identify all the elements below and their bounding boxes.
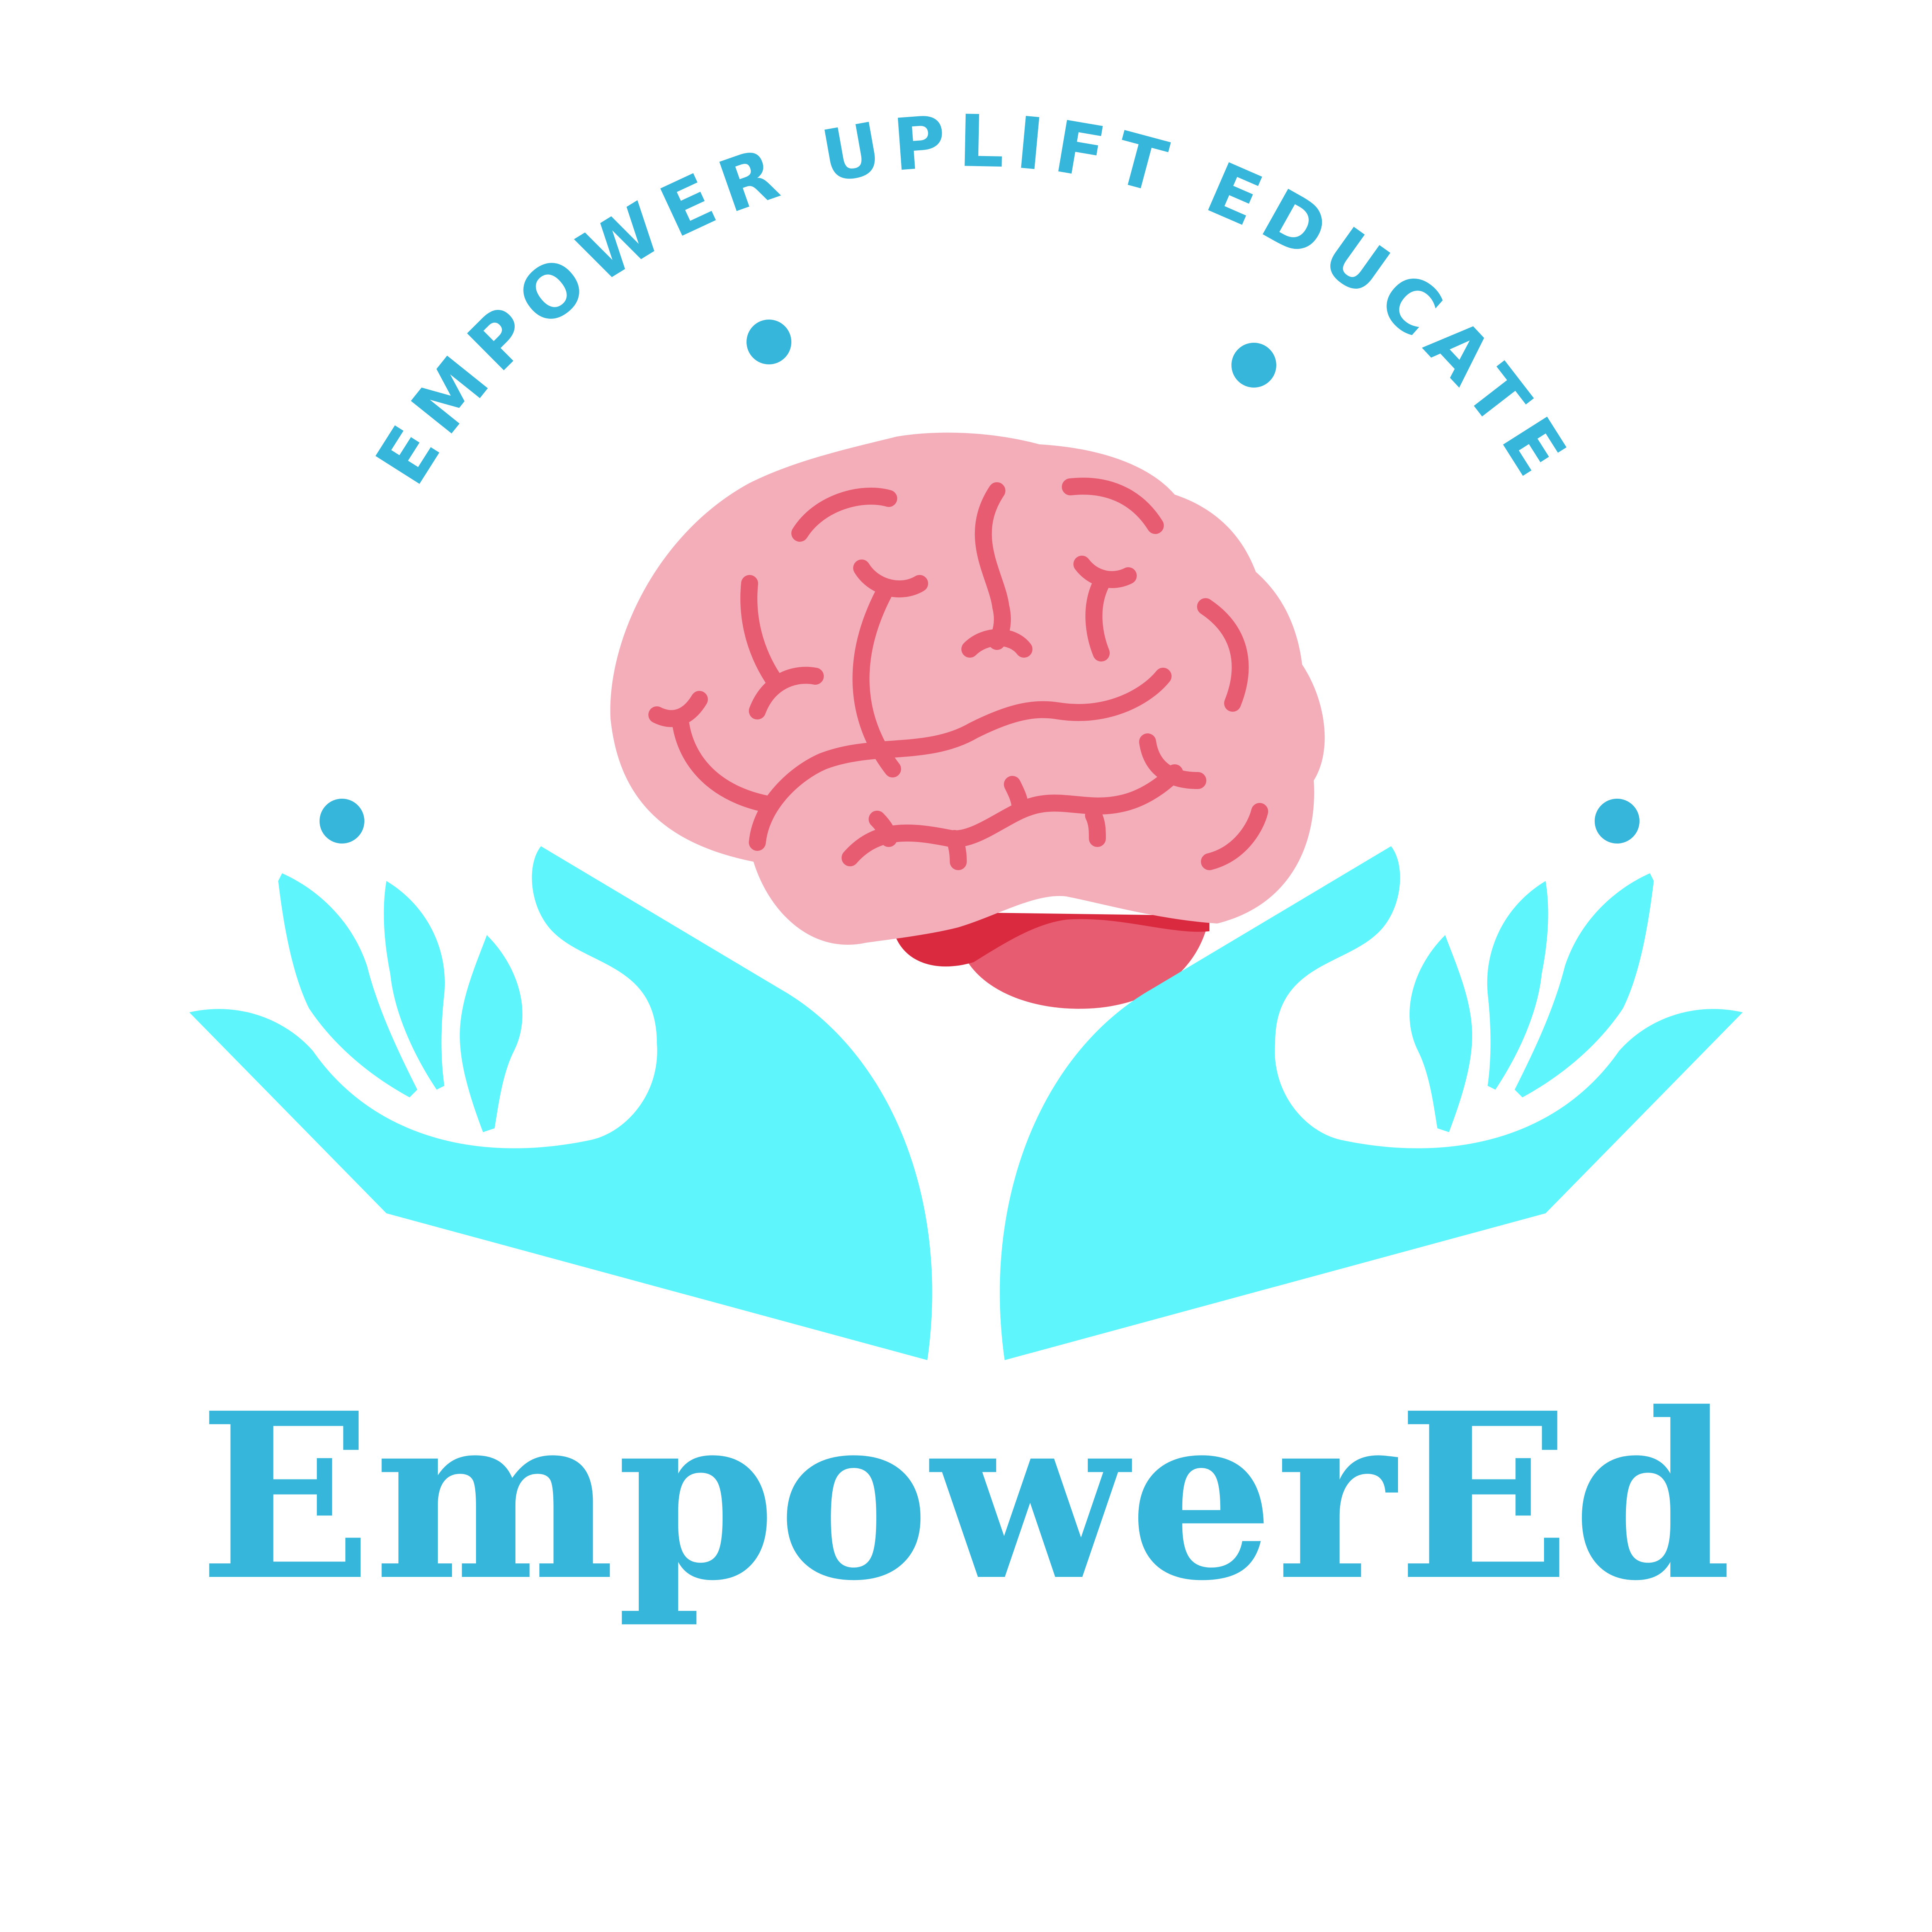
brand-name: EmpowerEd [198,1363,1734,1631]
tagline-word-uplift: UPLIFT [815,99,1185,212]
tagline-word-educate: EDUCATE [1195,146,1588,499]
brain-icon [610,433,1325,1009]
tagline-word-empower: EMPOWER [360,128,798,499]
